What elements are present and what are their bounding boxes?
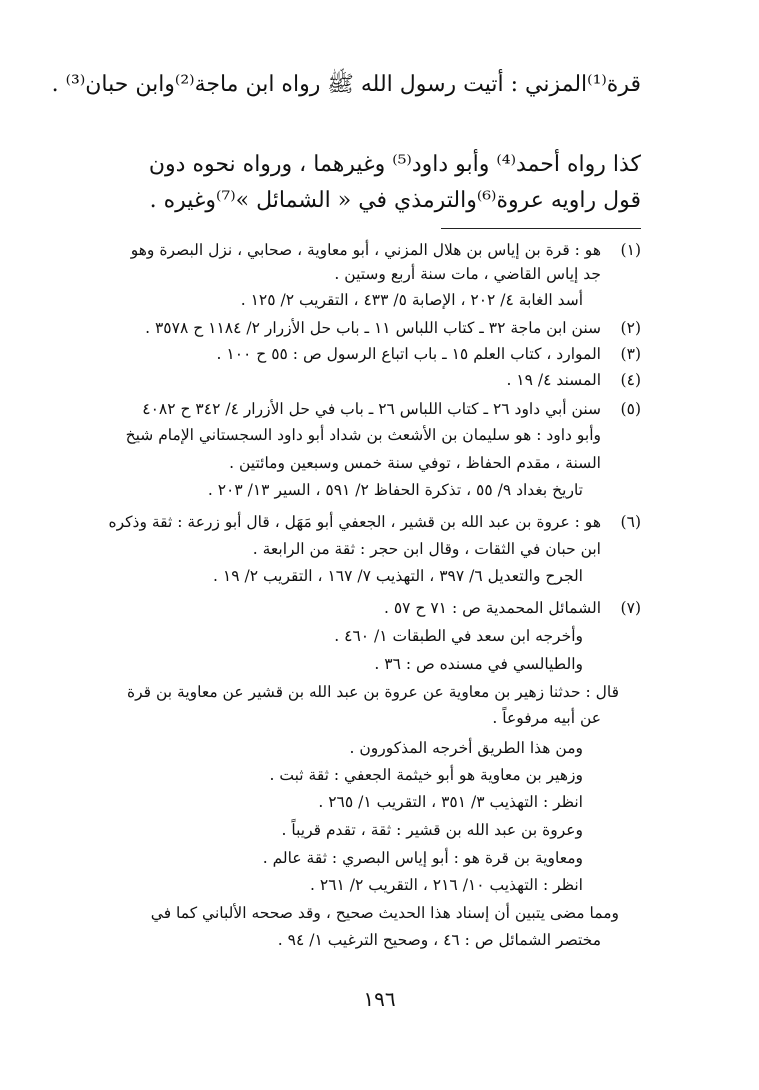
- footnote-text: مختصر الشمائل ص : ٤٦ ، وصحيح الترغيب ١/ ٩٤ .: [277, 931, 601, 949]
- footnote-1-line-2: [76, 262, 641, 286]
- footnote-number: (٥): [620, 400, 641, 418]
- footnote-text: تاريخ بغداد ٩/ ٥٥ ، تذكرة الحفاظ ٢/ ٥٩١ ، السير ١٣/ ٢٠٣ .: [207, 481, 583, 499]
- footnote-2: [76, 316, 641, 340]
- footnote-7-line-7: [76, 763, 641, 787]
- page-number: ١٩٦: [363, 987, 396, 1011]
- footnote-text: وعروة بن عبد الله بن قشير : ثقة ، تقدم قريباً .: [281, 821, 583, 839]
- main-text-line-2: كذا رواه أحمد⁽⁴⁾ وأبو داود⁽⁵⁾ وغيرهما ، ورواه نحوه دون: [148, 152, 641, 177]
- footnote-1-line-3: [76, 288, 641, 312]
- footnote-7-line-12: [76, 901, 641, 925]
- footnote-7-line-8: [76, 790, 641, 814]
- footnote-text: ومعاوية بن قرة هو : أبو إياس البصري : ثقة عالم .: [262, 849, 583, 867]
- footnote-5-line-1: [76, 397, 641, 421]
- footnote-7-line-13: [76, 928, 641, 952]
- footnote-text: والطيالسي في مسنده ص : ٣٦ .: [374, 655, 583, 673]
- footnote-divider: [441, 228, 641, 229]
- footnote-7-line-4: [76, 680, 641, 704]
- footnote-text: السنة ، مقدم الحفاظ ، توفي سنة خمس وسبعين ومائتين .: [229, 454, 601, 472]
- footnote-number: (٦): [620, 513, 641, 531]
- footnote-text: ومما مضى يتبين أن إسناد هذا الحديث صحيح ، وقد صححه الألباني كما في: [150, 904, 619, 922]
- footnote-6-line-3: [76, 564, 641, 588]
- footnote-7-line-5: [76, 706, 641, 730]
- footnote-text: سنن ابن ماجة ٣٢ ـ كتاب اللباس ١١ ـ باب حل الأزرار ٢/ ١١٨٤ ح ٣٥٧٨ .: [145, 319, 601, 337]
- footnote-7-line-11: [76, 873, 641, 897]
- footnote-number: (٣): [620, 345, 641, 363]
- footnote-number: (٤): [620, 371, 641, 389]
- footnote-5-line-4: [76, 478, 641, 502]
- footnote-text: وأخرجه ابن سعد في الطبقات ١/ ٤٦٠ .: [334, 627, 583, 645]
- footnote-text: ومن هذا الطريق أخرجه المذكورون .: [349, 739, 583, 757]
- footnote-number: (٧): [620, 599, 641, 617]
- footnote-text: هو : عروة بن عبد الله بن قشير ، الجعفي أبو مَهَل ، قال أبو زرعة : ثقة وذكره: [108, 513, 601, 531]
- footnote-7-line-6: [76, 736, 641, 760]
- footnote-3: [76, 342, 641, 366]
- footnote-text: الجرح والتعديل ٦/ ٣٩٧ ، التهذيب ٧/ ١٦٧ ، التقريب ٢/ ١٩ .: [213, 567, 583, 585]
- footnote-number: (١): [620, 241, 641, 259]
- footnote-7-line-9: [76, 818, 641, 842]
- footnote-6-line-1: [76, 510, 641, 534]
- footnote-text: وزهير بن معاوية هو أبو خيثمة الجعفي : ثقة ثبت .: [269, 766, 583, 784]
- footnote-7-line-10: [76, 846, 641, 870]
- footnote-text: وأبو داود : هو سليمان بن الأشعث بن شداد أبو داود السجستاني الإمام شيخ: [125, 426, 601, 444]
- footnote-text: أسد الغابة ٤/ ٢٠٢ ، الإصابة ٥/ ٤٣٣ ، التقريب ٢/ ١٢٥ .: [240, 291, 583, 309]
- footnote-text: عن أبيه مرفوعاً .: [492, 709, 601, 727]
- footnote-text: هو : قرة بن إياس بن هلال المزني ، أبو معاوية ، صحابي ، نزل البصرة وهو: [130, 241, 601, 259]
- footnote-7-line-2: [76, 624, 641, 648]
- footnote-text: المسند ٤/ ١٩ .: [506, 371, 601, 389]
- main-text-line-1: قرة⁽¹⁾المزني : أتيت رسول الله ﷺ رواه ابن ماجة⁽²⁾وابن حبان⁽³⁾ .: [51, 72, 641, 97]
- footnote-7-line-3: [76, 652, 641, 676]
- footnote-4: [76, 368, 641, 392]
- footnote-text: الشمائل المحمدية ص : ٧١ ح ٥٧ .: [383, 599, 601, 617]
- footnote-5-line-2: [76, 423, 641, 447]
- main-text-line-3: قول راويه عروة⁽⁶⁾والترمذي في « الشمائل »⁽⁷⁾وغيره .: [149, 188, 641, 213]
- footnote-text: انظر : التهذيب ١٠/ ٢١٦ ، التقريب ٢/ ٢٦١ .: [310, 876, 583, 894]
- footnote-number: (٢): [620, 319, 641, 337]
- footnote-5-line-3: [76, 451, 641, 475]
- footnote-6-line-2: [76, 537, 641, 561]
- footnote-text: قال : حدثنا زهير بن معاوية عن عروة بن عبد الله بن قشير عن معاوية بن قرة: [126, 683, 619, 701]
- footnote-text: سنن أبي داود ٢٦ ـ كتاب اللباس ٢٦ ـ باب في حل الأزرار ٤/ ٣٤٢ ح ٤٠٨٢: [142, 400, 601, 418]
- footnote-7-line-1: [76, 596, 641, 620]
- footnote-text: الموارد ، كتاب العلم ١٥ ـ باب اتباع الرسول ص : ٥٥ ح ١٠٠ .: [216, 345, 601, 363]
- footnote-text: ابن حبان في الثقات ، وقال ابن حجر : ثقة من الرابعة .: [252, 540, 601, 558]
- footnote-1-line-1: [76, 238, 641, 262]
- footnote-text: انظر : التهذيب ٣/ ٣٥١ ، التقريب ١/ ٢٦٥ .: [318, 793, 583, 811]
- footnote-text: جد إياس القاضي ، مات سنة أربع وستين .: [334, 265, 601, 283]
